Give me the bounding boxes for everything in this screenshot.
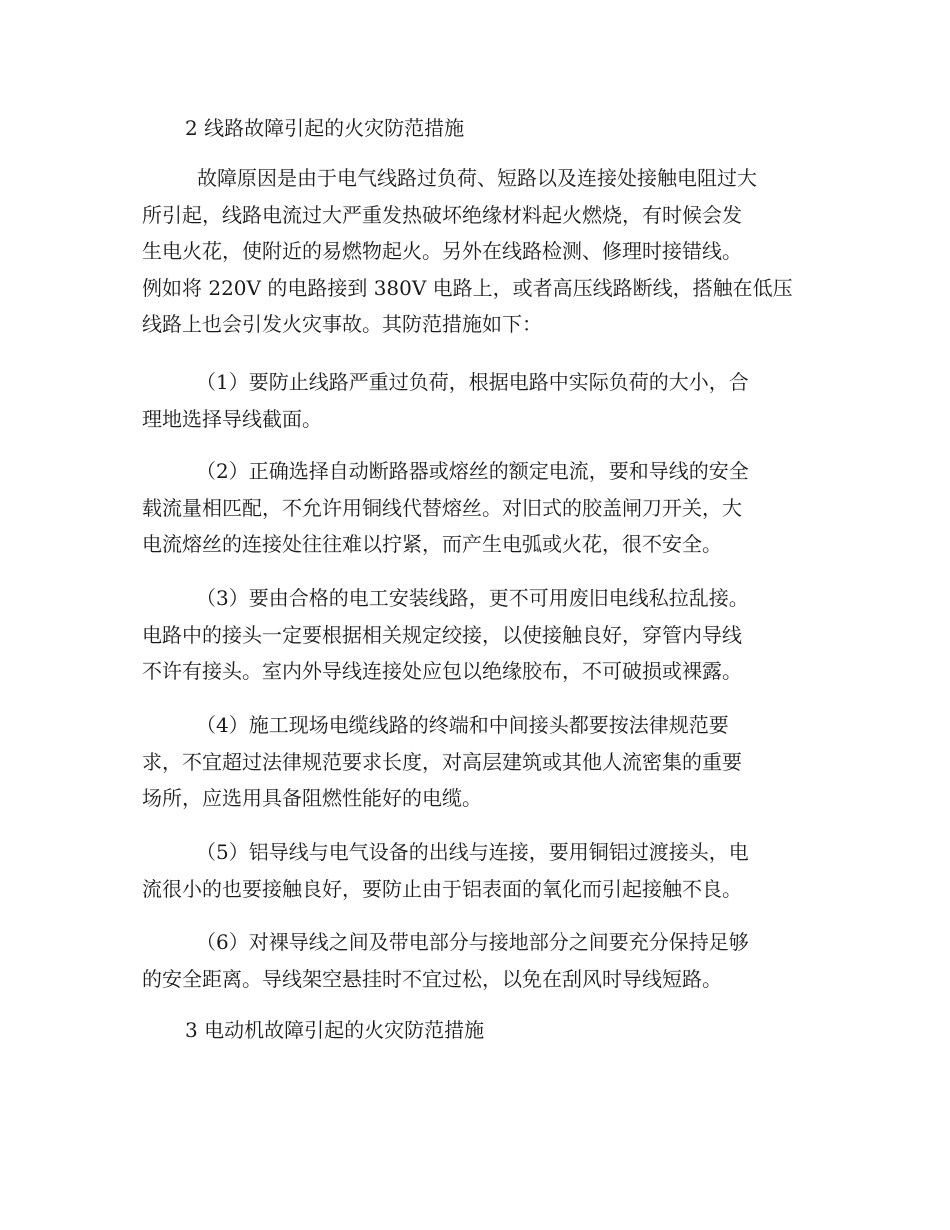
item-line: 流很小的也要接触良好，要防止由于铝表面的氧化而引起接触不良。: [142, 876, 742, 901]
measure-item-5: [142, 834, 814, 907]
item-line: 载流量相匹配，不允许用铜线代替熔丝。对旧式的胶盖闸刀开关，大: [142, 495, 742, 520]
measure-item-6: [142, 924, 814, 997]
item-line: （5）铝导线与电气设备的出线与连接，要用铜铝过渡接头，电: [196, 840, 749, 864]
intro-paragraph: [142, 160, 814, 343]
intro-line: 例如将 220V 的电路接到 380V 电路上，或者高压线路断线，搭触在低压: [142, 275, 793, 300]
item-line: 电路中的接头一定要根据相关规定绞接，以使接触良好，穿管内导线: [142, 622, 742, 647]
item-line: （3）要由合格的电工安装线路，更不可用废旧电线私拉乱接。: [196, 586, 749, 610]
item-line: 电流熔丝的连接处往往难以拧紧，而产生电弧或火花，很不安全。: [142, 532, 722, 556]
item-line: 的安全距离。导线架空悬挂时不宜过松，以免在刮风时导线短路。: [142, 966, 722, 991]
measure-item-2: [142, 453, 814, 563]
item-line: （6）对裸导线之间及带电部分与接地部分之间要充分保持足够: [196, 930, 749, 954]
section-2-heading: 2 线路故障引起的火灾防范措施: [185, 116, 465, 140]
intro-line: 故障原因是由于电气线路过负荷、短路以及连接处接触电阻过大: [197, 166, 757, 190]
item-line: （2）正确选择自动断路器或熔丝的额定电流，要和导线的安全: [196, 459, 749, 483]
intro-line: 线路上也会引发火灾事故。其防范措施如下：: [142, 312, 542, 336]
measure-item-1: [142, 364, 814, 437]
measure-item-4: [142, 707, 814, 817]
item-line: （4）施工现场电缆线路的终端和中间接头都要按法律规范要: [196, 713, 729, 737]
item-line: 不许有接头。室内外导线连接处应包以绝缘胶布，不可破损或裸露。: [142, 659, 742, 683]
item-line: 求，不宜超过法律规范要求长度，对高层建筑或其他人流密集的重要: [142, 749, 742, 774]
section-3-heading: 3 电动机故障引起的火灾防范措施: [185, 1018, 485, 1042]
measure-item-3: [142, 580, 814, 690]
item-line: 场所，应选用具备阻燃性能好的电缆。: [142, 786, 482, 810]
item-line: （1）要防止线路严重过负荷，根据电路中实际负荷的大小，合: [196, 370, 749, 394]
intro-line: 生电火花，使附近的易燃物起火。另外在线路检测、修理时接错线。: [142, 239, 742, 263]
item-line: 理地选择导线截面。: [142, 406, 322, 431]
intro-line: 所引起，线路电流过大严重发热破坏绝缘材料起火燃烧，有时候会发: [142, 202, 742, 227]
